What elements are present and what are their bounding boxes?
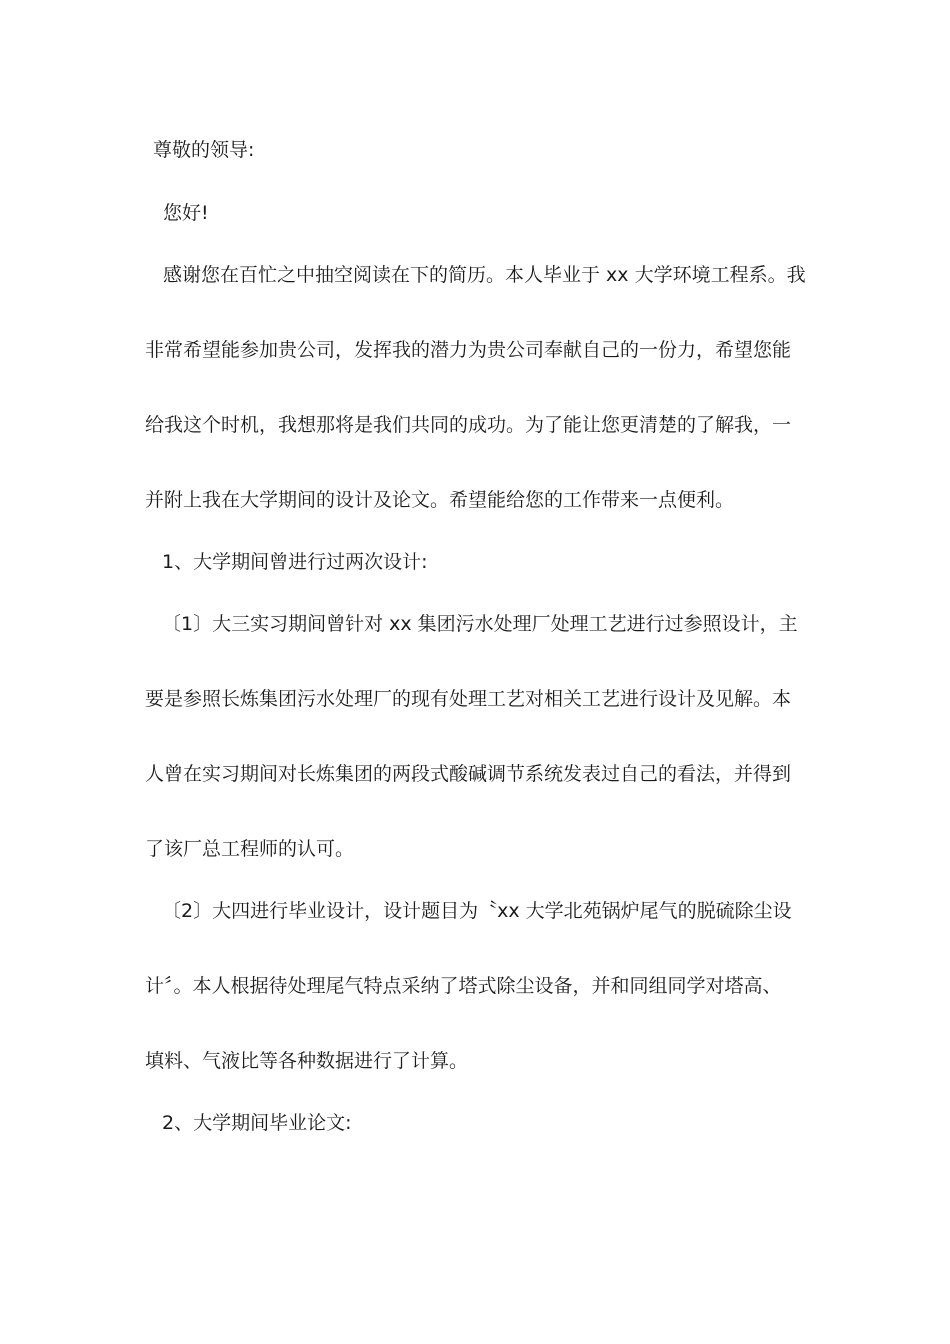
item-2-line-3: 填料、气液比等各种数据进行了计算。 [145, 1050, 469, 1072]
section-2-heading: 2、大学期间毕业论文: [162, 1112, 352, 1134]
item-2-line-1: 〔2〕大四进行毕业设计，设计题目为〝xx 大学北苑锅炉尾气的脱硫除尘设 [162, 900, 792, 922]
greeting: 您好! [163, 202, 209, 224]
item-1-line-4: 了该厂总工程师的认可。 [145, 838, 355, 860]
item-1-line-2: 要是参照长炼集团污水处理厂的现有处理工艺对相关工艺进行设计及见解。本 [145, 688, 792, 710]
item-1-line-3: 人曾在实习期间对长炼集团的两段式酸碱调节系统发表过自己的看法，并得到 [145, 763, 792, 785]
intro-line-1: 感谢您在百忙之中抽空阅读在下的简历。本人毕业于 xx 大学环境工程系。我 [163, 264, 806, 286]
item-2-line-2: 计〞。本人根据待处理尾气特点采纳了塔式除尘设备，并和同组同学对塔高、 [145, 975, 782, 997]
intro-line-2: 非常希望能参加贵公司，发挥我的潜力为贵公司奉献自己的一份力，希望您能 [145, 339, 792, 361]
intro-line-4: 并附上我在大学期间的设计及论文。希望能给您的工作带来一点便利。 [145, 489, 735, 511]
intro-line-3: 给我这个时机，我想那将是我们共同的成功。为了能让您更清楚的了解我，一 [145, 414, 792, 436]
salutation: 尊敬的领导: [153, 139, 255, 161]
section-1-heading: 1、大学期间曾进行过两次设计: [162, 551, 428, 573]
item-1-line-1: 〔1〕大三实习期间曾针对 xx 集团污水处理厂处理工艺进行过参照设计，主 [162, 613, 798, 635]
